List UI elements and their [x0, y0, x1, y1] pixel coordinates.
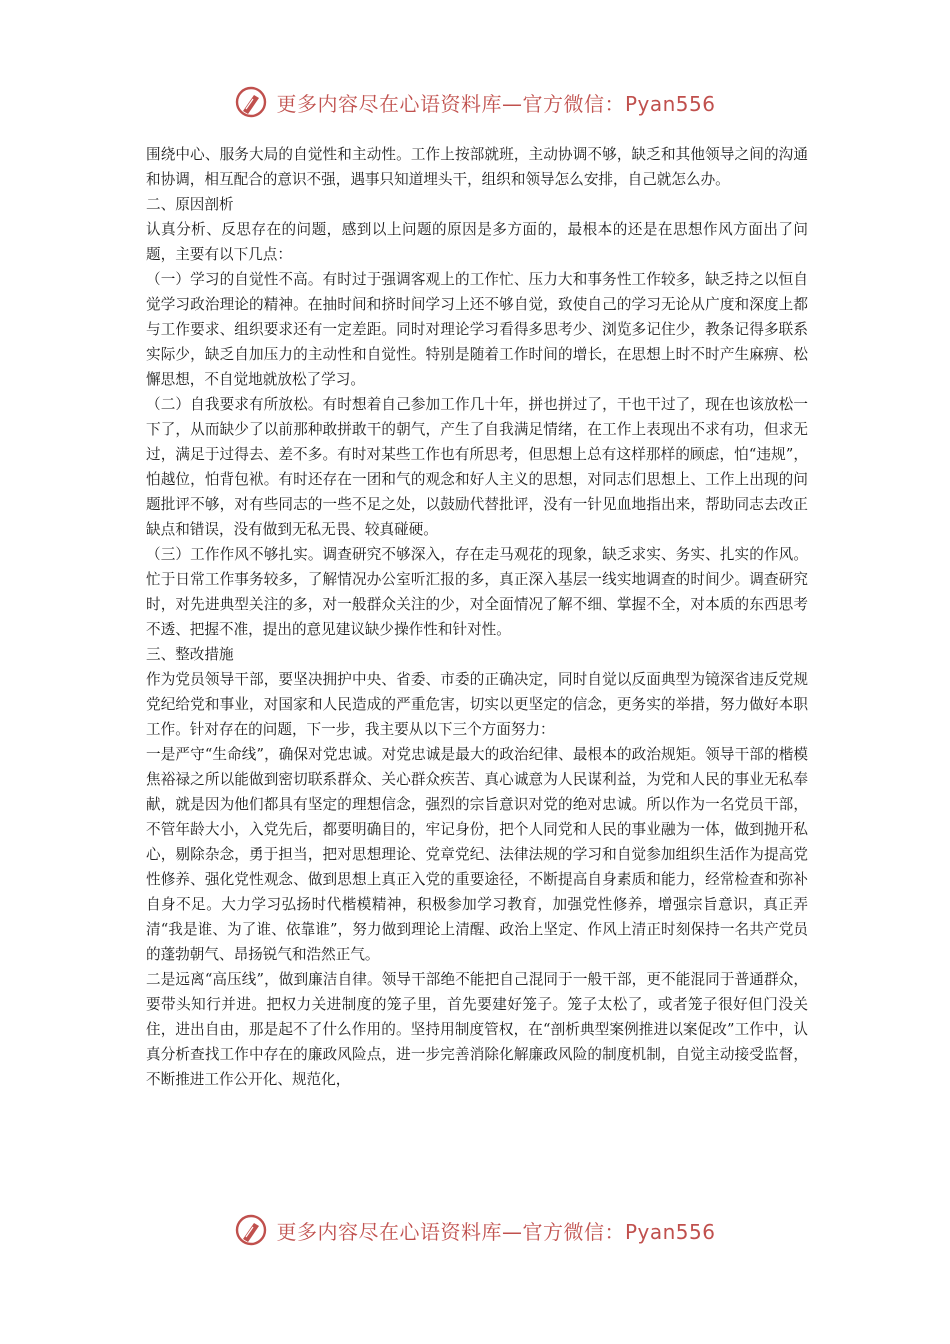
pen-nib-logo-icon	[234, 1213, 268, 1247]
paragraph: 认真分析、反思存在的问题，感到以上问题的原因是多方面的，最根本的还是在思想作风方面出了问题，主要有以下几点：	[146, 221, 808, 263]
watermark-text: 更多内容尽在心语资料库—官方微信：Pyan556	[276, 1219, 716, 1244]
paragraph: （三）工作作风不够扎实。调查研究不够深入，存在走马观花的现象，缺乏求实、务实、扎实的作风。忙于日常工作事务较多，了解情况办公室听汇报的多，真正深入基层一线实地调查的时间少。调查研究时，对先进典型关注的多，对一般群众关注的少，对全面情况了解不细、掌握不全，对本质的东西思考不透、把握不准，提出的意见建议缺少操作性和针对性。	[146, 546, 808, 638]
section-heading: 二、原因剖析	[146, 196, 234, 213]
paragraph: 围绕中心、服务大局的自觉性和主动性。工作上按部就班，主动协调不够，缺乏和其他领导之间的沟通和协调，相互配合的意识不强，遇事只知道埋头干，组织和领导怎么安排，自己就怎么办。	[146, 146, 808, 188]
watermark-text: 更多内容尽在心语资料库—官方微信：Pyan556	[276, 91, 716, 116]
paragraph: 一是严守“生命线”，确保对党忠诚。对党忠诚是最大的政治纪律、最根本的政治规矩。领导干部的楷模焦裕禄之所以能做到密切联系群众、关心群众疾苦、真心诚意为人民谋利益，为党和人民的事业无私奉献，就是因为他们都具有坚定的理想信念，强烈的宗旨意识对党的绝对忠诚。所以作为一名党员干部，不管年龄大小，入党先后，都要明确目的，牢记身份，把个人同党和人民的事业融为一体，做到抛开私心，剔除杂念，勇于担当，把对思想理论、党章党纪、法律法规的学习和自觉参加组织生活作为提高党性修养、强化党性观念、做到思想上真正入党的重要途径，不断提高自身素质和能力，经常检查和弥补自身不足。大力学习弘扬时代楷模精神，积极参加学习教育，加强党性修养，增强宗旨意识，真正弄清“我是谁、为了谁、依靠谁”，努力做到理论上清醒、政治上坚定、作风上清正时刻保持一名共产党员的蓬勃朝气、昂扬锐气和浩然正气。	[146, 746, 808, 963]
watermark-header	[0, 82, 950, 122]
paragraph: （一）学习的自觉性不高。有时过于强调客观上的工作忙、压力大和事务性工作较多，缺乏持之以恒自觉学习政治理论的精神。在抽时间和挤时间学习上还不够自觉，致使自己的学习无论从广度和深度上都与工作要求、组织要求还有一定差距。同时对理论学习看得多思考少、浏览多记住少，教条记得多联系实际少，缺乏自加压力的主动性和自觉性。特别是随着工作时间的增长，在思想上时不时产生麻痹、松懈思想，不自觉地就放松了学习。	[146, 271, 808, 388]
paragraph: （二）自我要求有所放松。有时想着自己参加工作几十年，拼也拼过了，干也干过了，现在也该放松一下了，从而缺少了以前那种敢拼敢干的朝气，产生了自我满足情绪，在工作上表现出不求有功，但求无过，满足于过得去、差不多。有时对某些工作也有所思考，但思想上总有这样那样的顾虑，怕“违规”，怕越位，怕背包袱。有时还存在一团和气的观念和好人主义的思想，对同志们思想上、工作上出现的问题批评不够，对有些同志的一些不足之处，以鼓励代替批评，没有一针见血地指出来，帮助同志去改正缺点和错误，没有做到无私无畏、较真碰硬。	[146, 396, 808, 538]
paragraph: 二是远离“高压线”，做到廉洁自律。领导干部绝不能把自己混同于一般干部，更不能混同于普通群众，要带头知行并进。把权力关进制度的笼子里，首先要建好笼子。笼子太松了，或者笼子很好但门没关住，进出自由，那是起不了什么作用的。坚持用制度管权，在“剖析典型案例推进以案促改”工作中，认真分析查找工作中存在的廉政风险点，进一步完善消除化解廉政风险的制度机制，自觉主动接受监督，不断推进工作公开化、规范化，	[146, 971, 808, 1088]
section-heading: 三、整改措施	[146, 646, 234, 663]
paragraph: 作为党员领导干部，要坚决拥护中央、省委、市委的正确决定，同时自觉以反面典型为镜深省违反党规党纪给党和事业，对国家和人民造成的严重危害，切实以更坚定的信念，更务实的举措，努力做好本职工作。针对存在的问题，下一步，我主要从以下三个方面努力：	[146, 671, 808, 738]
pen-nib-logo-icon	[234, 85, 268, 119]
document-body	[146, 142, 808, 1092]
watermark-footer	[0, 1210, 950, 1250]
